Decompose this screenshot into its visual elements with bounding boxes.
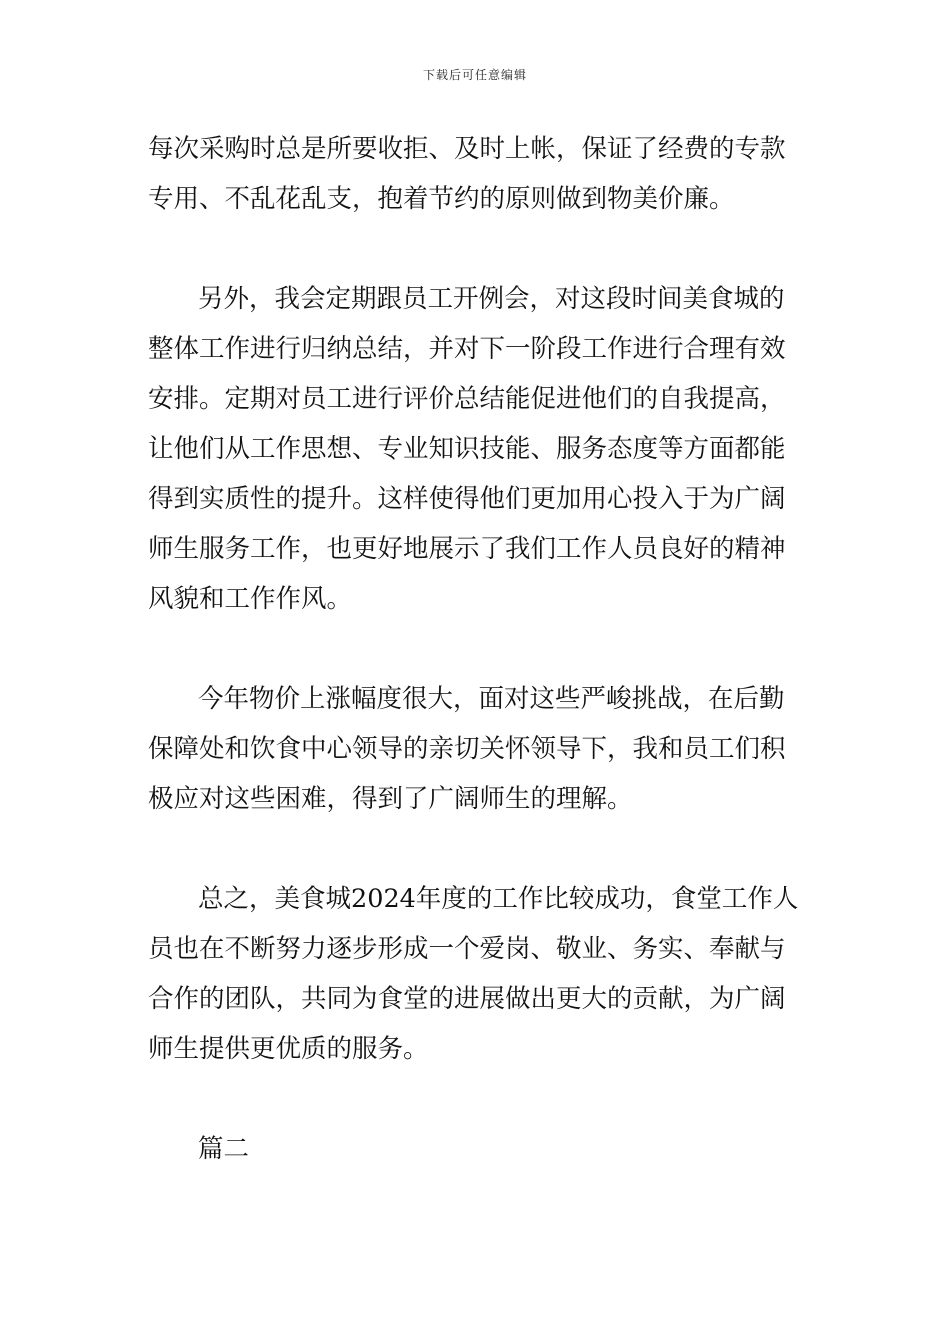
paragraph-line: 总之，美食城2024年度的工作比较成功，食堂工作人 [198,884,799,914]
paragraph-gap [148,624,828,674]
paragraph-line: 另外，我会定期跟员工开例会，对这段时间美食城的 [198,284,785,314]
paragraph-gap [148,824,828,874]
paragraph-line: 安排。定期对员工进行评价总结能促进他们的自我提高， [148,384,786,414]
paragraph [148,674,828,824]
paragraph-line: 保障处和饮食中心领导的亲切关怀领导下，我和员工们积 [148,734,786,764]
paragraph-line: 专用、不乱花乱支，抱着节约的原则做到物美价廉。 [148,184,735,214]
paragraph-line: 风貌和工作作风。 [148,584,353,614]
paragraph-line: 今年物价上涨幅度很大，面对这些严峻挑战，在后勤 [198,684,785,714]
paragraph-line: 员也在不断努力逐步形成一个爱岗、敬业、务实、奉献与 [148,934,786,964]
paragraph-line: 师生服务工作，也更好地展示了我们工作人员良好的精神 [148,534,786,564]
header-note: 下载后可任意编辑 [422,68,527,82]
paragraph-line: 整体工作进行归纳总结，并对下一阶段工作进行合理有效 [148,334,786,364]
section-heading [148,1124,828,1174]
paragraph-gap [148,1074,828,1124]
paragraph-line: 师生提供更优质的服务。 [148,1034,429,1064]
paragraph-line: 让他们从工作思想、专业知识技能、服务态度等方面都能 [148,434,786,464]
document-body [148,124,828,1174]
paragraph [148,274,828,624]
paragraph-gap [148,224,828,274]
paragraph [148,124,828,224]
section-heading-text: 篇二 [198,1134,250,1164]
paragraph-line: 得到实质性的提升。这样使得他们更加用心投入于为广阔 [148,484,786,514]
paragraph-line: 每次采购时总是所要收拒、及时上帐，保证了经费的专款 [148,134,786,164]
paragraph-line: 极应对这些困难，得到了广阔师生的理解。 [148,784,633,814]
paragraph-line: 合作的团队，共同为食堂的进展做出更大的贡献，为广阔 [148,984,786,1014]
paragraph [148,874,828,1074]
